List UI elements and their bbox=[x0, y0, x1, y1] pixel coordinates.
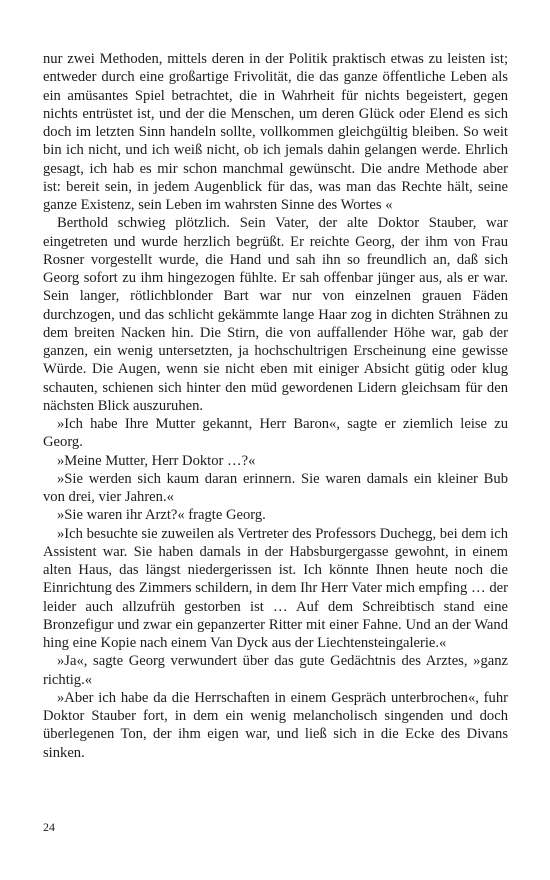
page-body bbox=[43, 50, 508, 762]
paragraph: »Ich habe Ihre Mutter gekannt, Herr Baron«, sagte er ziemlich leise zu Georg. bbox=[43, 416, 508, 451]
page-number: 24 bbox=[43, 820, 55, 834]
paragraph: »Ja«, sagte Georg verwundert über das gute Gedächtnis des Arztes, »ganz richtig.« bbox=[43, 653, 508, 688]
paragraph-continuation: nur zwei Methoden, mittels deren in der Politik praktisch etwas zu leisten ist; entweder durch eine großartige Frivolität, die das ganze öffentliche Leben als ein amüsantes Spiel betrachtet, die in Wahrheit für nichts begeistert, gegen nichts entrüstet ist, und der die Menschen, um deren Glück oder Elend es sich doch im letzten Sinn handeln sollte, vollkommen gleichgültig bleiben. So weit bin ich nicht, und ich weiß nicht, ob ich jemals dahin gelangen werde. Ehrlich gesagt, ich hab es mir schon manchmal gewünscht. Die andre Methode aber ist: bereit sein, in jedem Augenblick für das, was man das Rechte hält, seine ganze Existenz, sein Leben im wahrsten Sinne des Wortes « bbox=[43, 51, 508, 213]
paragraph: Berthold schwieg plötzlich. Sein Vater, der alte Doktor Stauber, war eingetreten und wurde herzlich begrüßt. Er reichte Georg, der ihm von Frau Rosner vorgestellt wurde, die Hand und sah ihn so freundlich an, daß sich Georg sofort zu ihm hingezogen fühlte. Er sah offenbar jünger aus, als er war. Sein langer, rötlichblonder Bart war nur von einzelnen grauen Fäden durchzogen, und das schlicht gekämmte lange Haar zog in dichten Strähnen zu dem breiten Nacken hin. Die Stirn, die von auffallender Höhe war, gab der ganzen, ein wenig untersetzten, ja hochschultrigen Erscheinung eine gewisse Würde. Die Augen, wenn sie nicht eben mit einiger Absicht gütig oder klug schauten, schienen sich hinter den müd gewordenen Lidern gleichsam für den nächsten Blick auszuruhen. bbox=[43, 215, 508, 414]
paragraph: »Meine Mutter, Herr Doktor …?« bbox=[57, 452, 256, 469]
paragraph: »Sie waren ihr Arzt?« fragte Georg. bbox=[57, 507, 266, 524]
paragraph: »Sie werden sich kaum daran erinnern. Sie waren damals ein kleiner Bub von drei, vier Jahren.« bbox=[43, 470, 508, 505]
paragraph: »Aber ich habe da die Herrschaften in einem Gespräch unterbrochen«, fuhr Doktor Stauber fort, in dem ein wenig melancholisch singenden und doch überlegenen Ton, der ihm eigen war, und ließ sich in die Ecke des Divans sinken. bbox=[43, 689, 508, 761]
paragraph: »Ich besuchte sie zuweilen als Vertreter des Professors Duchegg, bei dem ich Assistent war. Sie haben damals in der Habsburgergasse gewohnt, in einem alten Haus, das längst niedergerissen ist. Ich könnte Ihnen heute noch die Einrichtung des Zimmers schildern, in dem Ihr Herr Vater mich empfing … der leider auch allzufrüh gestorben ist … Auf dem Schreibtisch stand eine Bronzefigur und zwar ein gepanzerter Ritter mit einer Fahne. Und an der Wand hing eine Kopie nach einem Van Dyck aus der Liechtensteingalerie.« bbox=[43, 525, 508, 651]
